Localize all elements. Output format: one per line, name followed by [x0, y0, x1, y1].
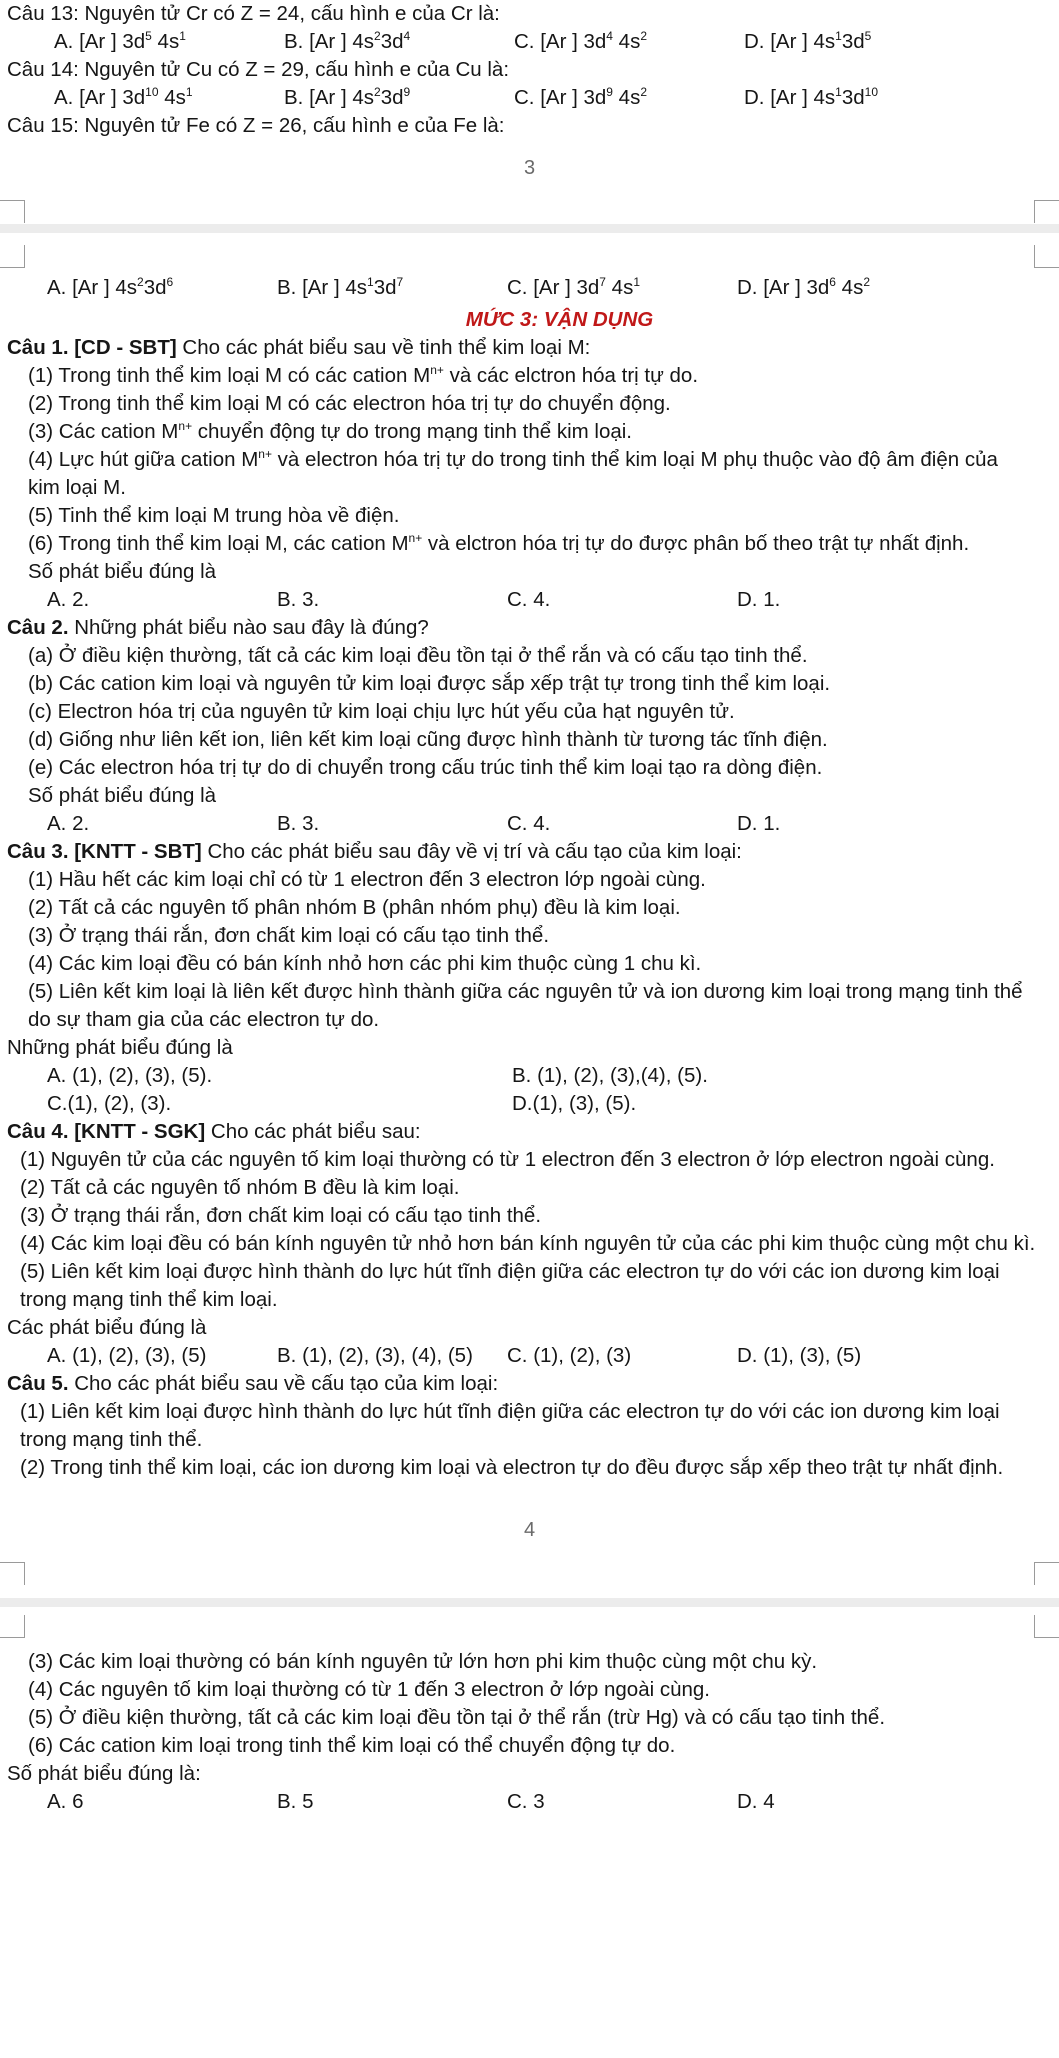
page-break [0, 200, 1059, 268]
c3-option-c: C.(1), (2), (3). [47, 1092, 172, 1115]
page-gap-band [0, 1598, 1059, 1607]
c1-option-d: D. 1. [737, 588, 781, 611]
page-gap-band [0, 224, 1059, 233]
c1-statement-1: (1) Trong tinh thể kim loại M có các cation $M^{n+}$ và các elctron hóa trị tự do. [28, 363, 699, 387]
c1-statement-3: (3) Các cation $M^{n+}$ chuyển động tự do trong mạng tinh thể kim loại. [28, 419, 633, 443]
c4-item-5: (5) Liên kết kim loại được hình thành do lực hút tĩnh điện giữa các electron tự do với các ion dương kim loại trong mạng tinh thể kim loại. [20, 1260, 1000, 1311]
question-c4-stem: Câu 4. [KNTT - SGK] Cho các phát biểu sau: [7, 1120, 421, 1143]
page-break [0, 1562, 1059, 1638]
q15-option-d: D. [Ar ] $3d^6$ $4s^2$ [737, 275, 871, 299]
crop-mark [0, 1615, 25, 1638]
level-heading: MỨC 3: VẬN DỤNG [465, 308, 654, 331]
crop-mark [0, 200, 25, 223]
question-14 [0, 56, 1059, 112]
crop-mark [1034, 245, 1059, 268]
crop-mark [1034, 1562, 1059, 1585]
question-13-stem: Câu 13: Nguyên tử Cr có Z = 24, cấu hình e của Cr là: [7, 2, 500, 25]
c4-item-2: (2) Tất cả các nguyên tố nhóm B đều là kim loại. [20, 1176, 460, 1199]
question-14-options [7, 84, 1059, 112]
c1-option-a: A. 2. [47, 588, 90, 611]
question-15-options [0, 274, 1059, 302]
question-14-stem: Câu 14: Nguyên tử Cu có Z = 29, cấu hình e của Cu là: [7, 58, 510, 81]
c3-item-2: (2) Tất cả các nguyên tố phân nhóm B (phân nhóm phụ) đều là kim loại. [28, 896, 681, 919]
c4-option-b: B. (1), (2), (3), (4), (5) [277, 1344, 473, 1367]
c1-statement-5: (5) Tinh thể kim loại M trung hòa về điện. [28, 504, 400, 527]
q13-option-d: D. [Ar ] $4s^13d^5$ [744, 29, 872, 53]
q15-option-c: C. [Ar ] $3d^7$ $4s^1$ [507, 275, 641, 299]
c2-option-a: A. 2. [47, 812, 90, 835]
c2-summary: Số phát biểu đúng là [28, 784, 217, 807]
c4-option-d: D. (1), (3), (5) [737, 1344, 862, 1367]
c5-summary: Số phát biểu đúng là: [7, 1762, 201, 1785]
question-13 [0, 0, 1059, 56]
q13-option-a: A. [Ar ] $3d^5$ $4s^1$ [54, 29, 186, 53]
c1-option-c: C. 4. [507, 588, 551, 611]
c5-option-d: D. 4 [737, 1790, 775, 1813]
c1-summary: Số phát biểu đúng là [28, 560, 217, 583]
c3-option-d: D.(1), (3), (5). [512, 1092, 637, 1115]
q13-option-c: C. [Ar ] $3d^4$ $4s^2$ [514, 29, 648, 53]
page-number: 3 [523, 157, 536, 179]
c1-statement-2: (2) Trong tinh thể kim loại M có các electron hóa trị tự do chuyển động. [28, 392, 671, 415]
c5-item-3: (3) Các kim loại thường có bán kính nguyên tử lớn hơn phi kim thuộc cùng một chu kỳ. [28, 1650, 818, 1673]
question-c1-stem: Câu 1. [CD - SBT] Cho các phát biểu sau về tinh thể kim loại M: [7, 336, 591, 359]
c5-item-5: (5) Ở điều kiện thường, tất cả các kim loại đều tồn tại ở thể rắn (trừ Hg) và có cấu tạo tinh thể. [28, 1706, 886, 1729]
c2-item-a: (a) Ở điều kiện thường, tất cả các kim loại đều tồn tại ở thể rắn và có cấu tạo tinh thể. [28, 644, 808, 667]
c4-item-4: (4) Các kim loại đều có bán kính nguyên tử nhỏ hơn bán kính nguyên tử của các phi kim thuộc cùng một chu kì. [20, 1232, 1036, 1255]
c2-item-c: (c) Electron hóa trị của nguyên tử kim loại chịu lực hút yếu của hạt nguyên tử. [28, 700, 735, 723]
c3-summary: Những phát biểu đúng là [7, 1036, 233, 1059]
question-c5-stem: Câu 5. Cho các phát biểu sau về cấu tạo của kim loại: [7, 1372, 499, 1395]
q14-option-a: A. [Ar ] $3d^{10}$ $4s^1$ [54, 85, 193, 109]
c1-statement-4: (4) Lực hút giữa cation $M^{n+}$ và electron hóa trị tự do trong tinh thể kim loại M phụ thuộc vào độ âm điện của kim loại M. [28, 447, 998, 499]
c5-item-2: (2) Trong tinh thể kim loại, các ion dương kim loại và electron tự do đều được sắp xếp theo trật tự nhất định. [20, 1456, 1004, 1479]
question-c3-stem: Câu 3. [KNTT - SBT] Cho các phát biểu sau đây về vị trí và cấu tạo của kim loại: [7, 840, 742, 863]
c3-option-b: B. (1), (2), (3),(4), (5). [512, 1064, 708, 1087]
c5-option-c: C. 3 [507, 1790, 545, 1813]
question-c2-stem: Câu 2. Những phát biểu nào sau đây là đúng? [7, 616, 429, 639]
question-15-stem: Câu 15: Nguyên tử Fe có Z = 26, cấu hình e của Fe là: [7, 114, 505, 137]
c2-options [0, 810, 1059, 838]
c1-statement-6: (6) Trong tinh thể kim loại M, các cation $M^{n+}$ và elctron hóa trị tự do được phân bố theo trật tự nhất định. [28, 531, 970, 555]
c4-item-3: (3) Ở trạng thái rắn, đơn chất kim loại có cấu tạo tinh thể. [20, 1204, 542, 1227]
question-13-options [7, 28, 1059, 56]
c2-item-e: (e) Các electron hóa trị tự do di chuyển trong cấu trúc tinh thể kim loại tạo ra dòng điện. [28, 756, 823, 779]
c5-item-4: (4) Các nguyên tố kim loại thường có từ 1 đến 3 electron ở lớp ngoài cùng. [28, 1678, 711, 1701]
q15-option-a: A. [Ar ] $4s^23d^6$ [47, 275, 174, 299]
c4-option-c: C. (1), (2), (3) [507, 1344, 632, 1367]
c4-option-a: A. (1), (2), (3), (5) [47, 1344, 207, 1367]
c5-option-b: B. 5 [277, 1790, 314, 1813]
q14-option-d: D. [Ar ] $4s^13d^{10}$ [744, 85, 878, 109]
c3-item-1: (1) Hầu hết các kim loại chỉ có từ 1 electron đến 3 electron lớp ngoài cùng. [28, 868, 706, 891]
c3-options-row-1 [0, 1062, 1059, 1090]
c4-item-1: (1) Nguyên tử của các nguyên tố kim loại thường có từ 1 electron đến 3 electron ở lớp electron ngoài cùng. [20, 1148, 995, 1171]
c2-option-d: D. 1. [737, 812, 781, 835]
q13-option-b: B. [Ar ] $4s^23d^4$ [284, 29, 411, 53]
crop-mark [1034, 200, 1059, 223]
c5-option-a: A. 6 [47, 1790, 84, 1813]
crop-mark [0, 245, 25, 268]
q14-option-b: B. [Ar ] $4s^23d^9$ [284, 85, 411, 109]
q14-option-c: C. [Ar ] $3d^9$ $4s^2$ [514, 85, 648, 109]
c3-item-3: (3) Ở trạng thái rắn, đơn chất kim loại có cấu tạo tinh thể. [28, 924, 550, 947]
c3-item-4: (4) Các kim loại đều có bán kính nhỏ hơn các phi kim thuộc cùng 1 chu kì. [28, 952, 702, 975]
c2-option-b: B. 3. [277, 812, 320, 835]
c1-option-b: B. 3. [277, 588, 320, 611]
c4-summary: Các phát biểu đúng là [7, 1316, 207, 1339]
c3-options-row-2 [0, 1090, 1059, 1118]
c3-option-a: A. (1), (2), (3), (5). [47, 1064, 213, 1087]
crop-mark [0, 1562, 25, 1585]
c4-options [0, 1342, 1059, 1370]
question-c1 [0, 334, 1059, 362]
c3-item-5: (5) Liên kết kim loại là liên kết được hình thành giữa các nguyên tử và ion dương kim loại trong mạng tinh thể do sự tham gia của các electron tự do. [28, 980, 1023, 1031]
c1-options [0, 586, 1059, 614]
c2-item-b: (b) Các cation kim loại và nguyên tử kim loại được sắp xếp trật tự trong tinh thể kim loại. [28, 672, 831, 695]
c5-options [0, 1788, 1059, 1816]
c2-option-c: C. 4. [507, 812, 551, 835]
page-number: 4 [523, 1519, 536, 1541]
c5-item-6: (6) Các cation kim loại trong tinh thể kim loại có thể chuyển động tự do. [28, 1734, 676, 1757]
c5-item-1: (1) Liên kết kim loại được hình thành do lực hút tĩnh điện giữa các electron tự do với các ion dương kim loại trong mạng tinh thể. [20, 1400, 1000, 1451]
q15-option-b: B. [Ar ] $4s^13d^7$ [277, 275, 404, 299]
c2-item-d: (d) Giống như liên kết ion, liên kết kim loại cũng được hình thành từ tương tác tĩnh điện. [28, 728, 828, 751]
crop-mark [1034, 1615, 1059, 1638]
